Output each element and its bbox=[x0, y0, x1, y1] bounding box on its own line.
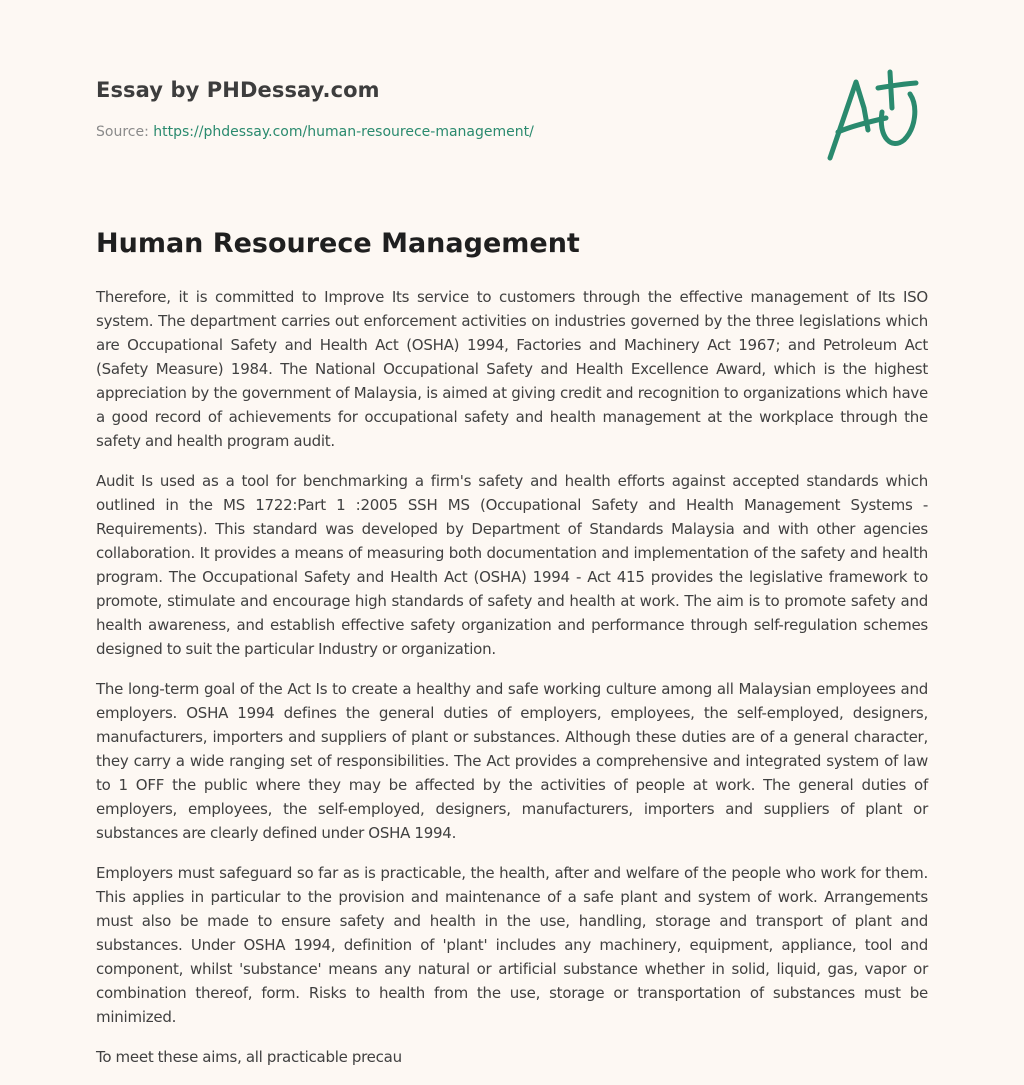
essay-paragraph: The long-term goal of the Act Is to create a healthy and safe working culture among all Malaysian employees and employers. OSHA 1994 defines the general duties of employers, employees, the self-employed, designers, manufacturers, importers and suppliers of plant or substances. Although these duties are of a general character, they carry a wide ranging set of responsibilities. The Act provides a comprehensive and integrated system of law to 1 OFF the public where they may be affected by the activities of people at work. The general duties of employers, employees, the self-employed, designers, manufacturers, importers and suppliers of plant or substances are clearly defined under OSHA 1994. bbox=[96, 680, 928, 842]
essay-body bbox=[96, 285, 928, 1085]
essay-paragraph: Therefore, it is committed to Improve Its service to customers through the effective management of Its ISO system. The department carries out enforcement activities on industries governed by the three legislations which are Occupational Safety and Health Act (OSHA) 1994, Factories and Machinery Act 1967; and Petroleum Act (Safety Measure) 1984. The National Occupational Safety and Health Excellence Award, which is the highest appreciation by the government of Malaysia, is aimed at giving credit and recognition to organizations which have a good record of achievements for occupational safety and health management at the workplace through the safety and health program audit. bbox=[96, 288, 928, 450]
essay-paragraph: Audit Is used as a tool for benchmarking a firm's safety and health efforts against accepted standards which outlined in the MS 1722:Part 1 :2005 SSH MS (Occupational Safety and Health Management Systems - Requirements). This standard was developed by Department of Standards Malaysia and with other agencies collaboration. It provides a means of measuring both documentation and implementation of the safety and health program. The Occupational Safety and Health Act (OSHA) 1994 - Act 415 provides the legislative framework to promote, stimulate and encourage high standards of safety and health at work. The aim is to promote safety and health awareness, and establish effective safety organization and performance through self-regulation schemes designed to suit the particular Industry or organization. bbox=[96, 472, 928, 658]
source-line bbox=[96, 124, 534, 140]
source-link[interactable]: https://phdessay.com/human-resourece-management/ bbox=[153, 124, 534, 140]
essay-paragraph: Employers must safeguard so far as is practicable, the health, after and welfare of the people who work for them. This applies in particular to the provision and maintenance of a safe plant and system of work. Arrangements must also be made to ensure safety and health in the use, handling, storage and transport of plant and substances. Under OSHA 1994, definition of 'plant' includes any machinery, equipment, appliance, tool and component, whilst 'substance' means any natural or artificial substance whether in solid, liquid, gas, vapor or combination thereof, form. Risks to health from the use, storage or transportation of substances must be minimized. bbox=[96, 864, 928, 1026]
site-brand: Essay by PHDessay.com bbox=[96, 78, 380, 102]
a-plus-logo-icon bbox=[820, 68, 930, 168]
essay-title: Human Resourece Management bbox=[96, 228, 580, 259]
source-label: Source: bbox=[96, 124, 154, 140]
essay-paragraph-truncated: To meet these aims, all practicable precau bbox=[96, 1048, 402, 1066]
